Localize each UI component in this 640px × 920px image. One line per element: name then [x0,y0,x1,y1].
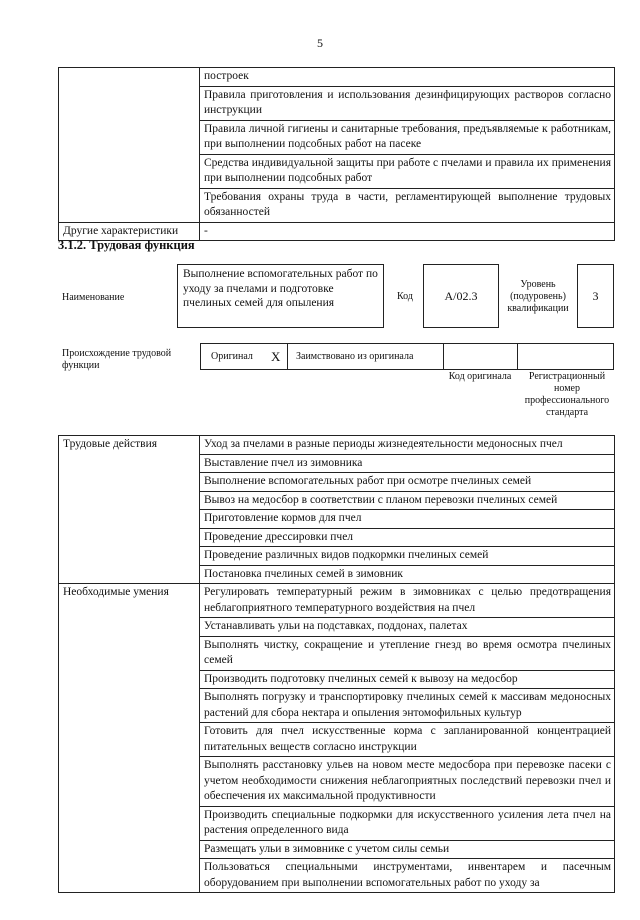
origin-divider [517,344,518,369]
table-cell: Устанавливать ульи на подставках, поддонах, палетах [200,618,615,637]
table-cell: Готовить для пчел искусственные корма с запланированной концентрацией питательных веществ согласно инструкции [200,723,615,757]
table-cell: Производить подготовку пчелиных семей к вывозу на медосбор [200,670,615,689]
table-cell: Средства индивидуальной защиты при работе с пчелами и правила их применения при выполнении подсобных работ [200,154,615,188]
labor-actions-label: Трудовые действия [59,436,200,584]
function-name-box [177,264,384,328]
table-cell: Правила приготовления и использования дезинфицирующих растворов согласно инструкции [200,86,615,120]
table-cell: Выполнять расстановку ульев на новом месте медосбора при перевозке пасеки с учетом необходимости снижения неблагоприятных последствий перевозки пчел и обеспечения их максимальной продуктивности [200,757,615,807]
page-number: 5 [317,36,323,50]
function-details-table [58,435,615,893]
table-cell: Уход за пчелами в разные периоды жизнедеятельности медоносных пчел [200,436,615,455]
code-label: Код [397,291,413,302]
table-cell: Постановка пчелиных семей в зимовник [200,565,615,584]
table-cell: Правила личной гигиены и санитарные требования, предъявляемые к работникам, при выполнении подсобных работ на пасеке [200,120,615,154]
table-cell: Выполнять погрузку и транспортировку пчелиных семей к массивам медоносных растений для сбора нектара и опыления энтомофильных культур [200,689,615,723]
level-value: 3 [592,289,599,303]
table-cell: Размещать ульи в зимовнике с учетом силы семьи [200,840,615,859]
table-cell: Приготовление кормов для пчел [200,510,615,529]
origin-divider [287,344,288,369]
table-cell: построек [200,68,615,87]
table-cell: Проведение дрессировки пчел [200,528,615,547]
table-cell: Выполнять чистку, сокращение и утепление гнезд во время осмотра пчелиных семей [200,636,615,670]
other-characteristics-label: Другие характеристики [59,222,200,241]
table-cell: Вывоз на медосбор в соответствии с планом перевозки пчелиных семей [200,491,615,510]
original-label: Оригинал [211,351,253,362]
table-cell: Требования охраны труда в части, регламентирующей выполнение трудовых обязанностей [200,188,615,222]
table-cell: Регулировать температурный режим в зимовниках с целью предотвращения неблагоприятного температурного воздействия на пчел [200,584,615,618]
code-value: А/02.3 [444,289,478,303]
table-cell: Выставление пчел из зимовника [200,454,615,473]
required-skills-label: Необходимые умения [59,584,200,893]
level-label: Уровень (подуровень) квалификации [507,279,569,314]
code-original-caption: Код оригинала [448,371,512,382]
table-cell: Выполнение вспомогательных работ при осмотре пчелиных семей [200,473,615,492]
function-name-value: Выполнение вспомогательных работ по уходу за пчелами и подготовке пчелиных семей для опыления [183,268,378,309]
table-cell: Производить специальные подкормки для искусственного усиления лета пчел на растения определенного вида [200,806,615,840]
table-row [59,68,615,87]
origin-divider [443,344,444,369]
other-characteristics-value: - [200,222,615,241]
original-mark: X [271,349,281,364]
name-label: Наименование [62,292,125,303]
table-row [59,436,615,455]
reg-number-caption: Регистрационный номер профессионального стандарта [524,371,610,418]
section-heading: 3.1.2. Трудовая функция [58,238,195,252]
origin-row [200,343,614,370]
top-knowledge-table [58,67,615,241]
table-cell: Проведение различных видов подкормки пчелиных семей [200,547,615,566]
borrowed-label: Заимствовано из оригинала [296,351,414,362]
table-cell: Пользоваться специальными инструментами, инвентарем и пасечным оборудованием при выполнении вспомогательных работ по уходу за [200,859,615,893]
empty-label-cell [59,68,200,223]
table-row [59,584,615,618]
level-value-box [577,264,614,328]
origin-label: Происхождение трудовой функции [62,348,172,371]
code-value-box [423,264,499,328]
